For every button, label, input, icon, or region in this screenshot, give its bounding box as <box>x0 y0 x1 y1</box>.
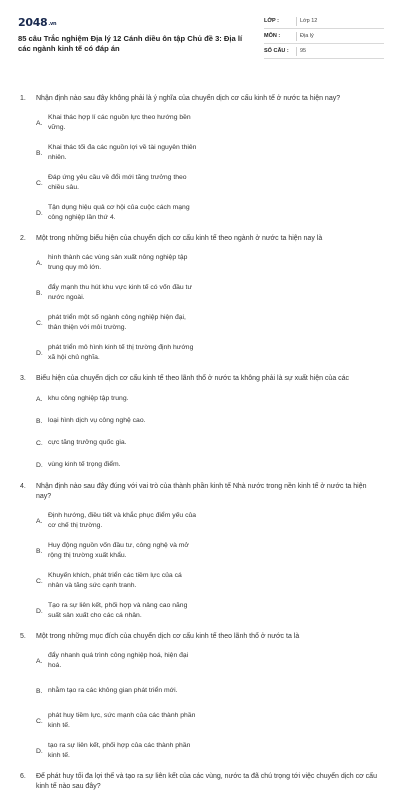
option-text: vùng kinh tế trọng điểm. <box>48 461 121 468</box>
question-text: Một trong những biểu hiện của chuyển dịch cơ cấu kinh tế theo ngành ở nước ta hiện nay là <box>36 235 323 242</box>
option-letter: A. <box>36 119 43 127</box>
option-letter: D. <box>36 461 43 469</box>
option-letter: A. <box>36 657 43 665</box>
option-text: đẩy mạnh thu hút khu vực kinh tế có vốn đầu tư nước ngoài. <box>48 284 192 301</box>
option-text: Định hướng, điều tiết và khắc phục điểm yếu của cơ chế thị trường. <box>48 512 197 529</box>
option-text: Tận dụng hiệu quả cơ hội của cuộc cách mạng công nghiệp lần thứ 4. <box>48 204 190 221</box>
option-a[interactable] <box>36 248 214 278</box>
option-text: Khai thác hợp lí các nguồn lực theo hướng bền vững. <box>48 114 191 131</box>
question-number: 2. <box>20 235 26 242</box>
question-text: Biểu hiện của chuyển dịch cơ cấu kinh tế theo lãnh thổ ở nước ta không phải là sự xuất hiện của các <box>36 375 350 382</box>
option-text: phát huy tiềm lực, sức mạnh của các thành phần kinh tế. <box>48 712 196 729</box>
option-letter: B. <box>36 417 43 425</box>
option-text: loại hình dịch vụ công nghệ cao. <box>48 417 146 424</box>
option-text: phát triển mô hình kinh tế thị trường định hướng xã hội chủ nghĩa. <box>48 344 194 361</box>
option-letter: C. <box>36 319 43 327</box>
question-6 <box>18 772 384 792</box>
option-grid <box>36 248 384 368</box>
option-c[interactable] <box>36 706 214 736</box>
option-text: Đáp ứng yêu cầu về đổi mới tăng trưởng theo chiều sâu. <box>48 174 187 191</box>
option-text: nhằm tạo ra các không gian phát triển mới. <box>48 687 178 694</box>
option-letter: C. <box>36 717 43 725</box>
option-b[interactable] <box>36 138 214 168</box>
option-letter: C. <box>36 439 43 447</box>
meta-label: MÔN : <box>264 33 281 39</box>
option-grid <box>36 506 384 626</box>
option-b[interactable] <box>36 536 214 566</box>
option-grid <box>36 388 384 476</box>
option-d[interactable] <box>36 454 214 476</box>
option-b[interactable] <box>36 410 214 432</box>
question-number: 5. <box>20 633 26 640</box>
option-text: hình thành các vùng sản xuất nông nghiệp tập trung quy mô lớn. <box>48 254 188 271</box>
option-a[interactable] <box>36 646 214 676</box>
option-text: Khuyến khích, phát triển các tiềm lực của cá nhân và tăng sức cạnh tranh. <box>48 572 182 589</box>
option-letter: D. <box>36 349 43 357</box>
option-text: cực tăng trưởng quốc gia. <box>48 439 127 446</box>
option-letter: B. <box>36 289 43 297</box>
question-5 <box>18 632 384 766</box>
question-1 <box>18 94 384 228</box>
logo-main: 2048 <box>18 16 48 29</box>
option-text: đẩy nhanh quá trình công nghiệp hoá, hiện đại hoá. <box>48 652 189 669</box>
option-grid <box>36 646 384 766</box>
option-grid <box>36 108 384 228</box>
option-text: Huy động nguồn vốn đầu tư, công nghệ và mở rộng thị trường xuất khẩu. <box>48 542 189 559</box>
meta-value: Lớp 12 <box>296 17 317 26</box>
option-text: phát triển một số ngành công nghiệp hiện đại, thân thiện với môi trường. <box>48 314 186 331</box>
question-4 <box>18 482 384 626</box>
option-letter: D. <box>36 747 43 755</box>
meta-info <box>264 14 384 74</box>
option-letter: B. <box>36 149 43 157</box>
site-logo[interactable] <box>18 16 256 29</box>
question-list <box>18 94 384 792</box>
option-d[interactable] <box>36 198 214 228</box>
option-c[interactable] <box>36 308 214 338</box>
question-3 <box>18 374 384 476</box>
option-c[interactable] <box>36 566 214 596</box>
option-b[interactable] <box>36 676 214 706</box>
option-letter: D. <box>36 607 43 615</box>
question-number: 4. <box>20 483 26 490</box>
meta-label: LỚP : <box>264 18 279 24</box>
logo-tld: .vn <box>48 21 57 27</box>
option-text: tạo ra sự liên kết, phối hợp của các thành phần kinh tế. <box>48 742 191 759</box>
option-letter: C. <box>36 179 43 187</box>
meta-value: Địa lý <box>296 32 314 41</box>
option-letter: B. <box>36 687 43 695</box>
document-title: 85 câu Trắc nghiệm Địa lý 12 Cánh diều ôn tập Chủ đề 3: Địa lí các ngành kinh tế có đáp án <box>18 34 243 53</box>
option-b[interactable] <box>36 278 214 308</box>
option-a[interactable] <box>36 108 214 138</box>
option-c[interactable] <box>36 432 214 454</box>
question-number: 6. <box>20 773 26 780</box>
option-letter: A. <box>36 259 43 267</box>
option-a[interactable] <box>36 388 214 410</box>
question-text: Một trong những mục đích của chuyển dịch cơ cấu kinh tế theo lãnh thổ ở nước ta là <box>36 633 300 640</box>
meta-row-subject <box>264 29 384 44</box>
question-text: Nhận định nào sau đây không phải là ý nghĩa của chuyển dịch cơ cấu kinh tế ở nước ta hiện nay? <box>36 95 341 102</box>
option-d[interactable] <box>36 736 214 766</box>
option-letter: B. <box>36 547 43 555</box>
option-d[interactable] <box>36 596 214 626</box>
meta-row-class <box>264 14 384 29</box>
option-text: khu công nghiệp tập trung. <box>48 395 129 402</box>
option-letter: A. <box>36 395 43 403</box>
question-text: Nhận định nào sau đây đúng với vai trò của thành phần kinh tế Nhà nước trong nền kinh tế ở nước ta hiện nay? <box>36 483 367 500</box>
meta-value: 95 <box>296 47 306 56</box>
option-letter: A. <box>36 517 43 525</box>
option-d[interactable] <box>36 338 214 368</box>
option-a[interactable] <box>36 506 214 536</box>
option-text: Tạo ra sự liên kết, phối hợp và nâng cao năng suất sản xuất cho các cá nhân. <box>48 602 188 619</box>
option-letter: C. <box>36 577 43 585</box>
option-letter: D. <box>36 209 43 217</box>
option-text: Khai thác tối đa các nguồn lợi về tài nguyên thiên nhiên. <box>48 144 197 161</box>
option-c[interactable] <box>36 168 214 198</box>
question-number: 3. <box>20 375 26 382</box>
header-left <box>18 12 256 74</box>
document-header <box>18 12 384 74</box>
question-2 <box>18 234 384 368</box>
question-text: Để phát huy tối đa lợi thế và tạo ra sự liên kết của các vùng, nước ta đã chú trọng tới việc chuyển dịch cơ cấu kinh tế nào sau đây? <box>36 773 377 790</box>
meta-row-count <box>264 44 384 59</box>
meta-label: SỐ CÂU : <box>264 48 289 54</box>
question-number: 1. <box>20 95 26 102</box>
